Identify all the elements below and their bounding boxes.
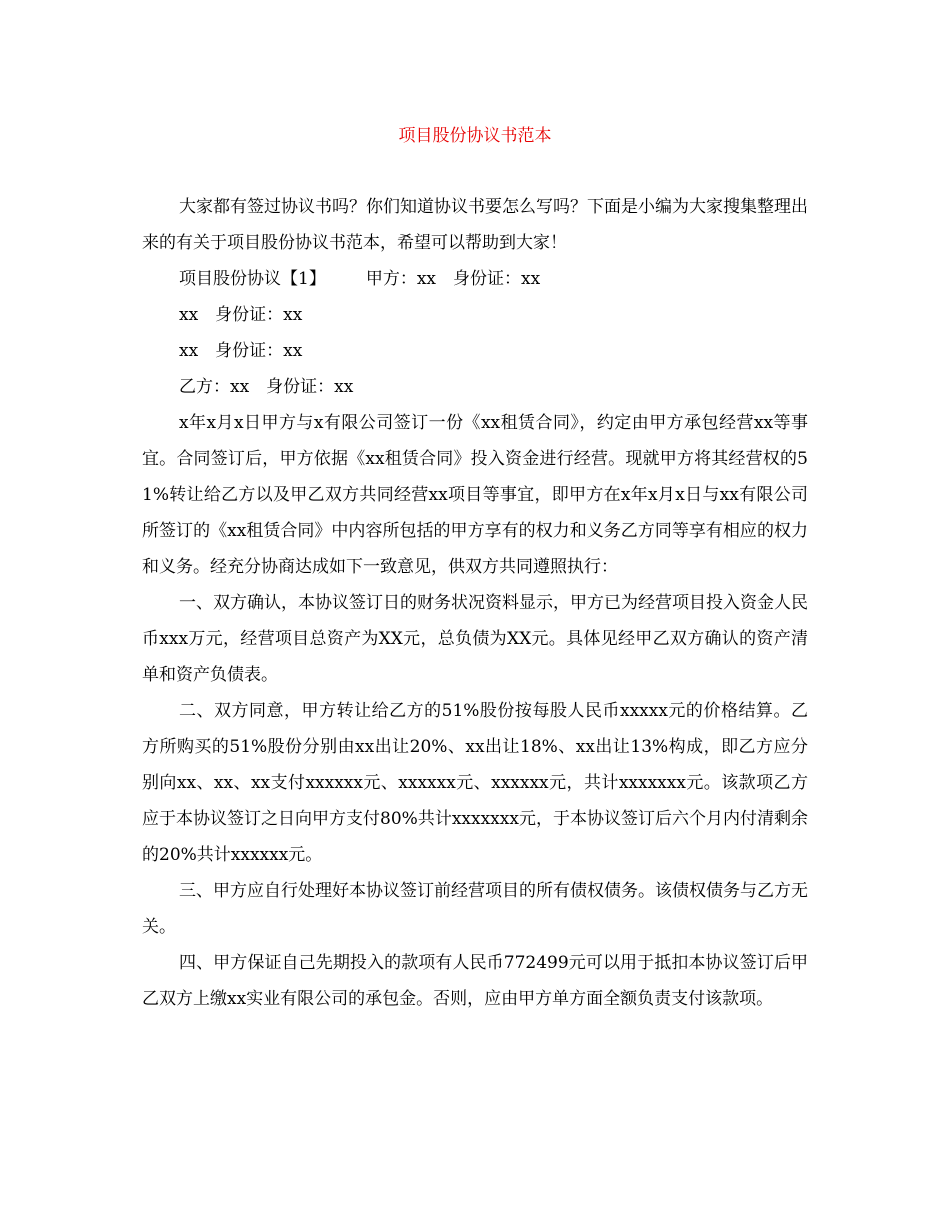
clause-1: 一、双方确认，本协议签订日的财务状况资料显示，甲方已为经营项目投入资金人民币xxx万元，经营项目总资产为XX元，总负债为XX元。具体见经甲乙双方确认的资产清单和资产负债表。 (142, 593, 808, 685)
party-a-line: 甲方：xx 身份证：xx (365, 269, 541, 289)
document-body (142, 189, 808, 1017)
clause-4: 四、甲方保证自己先期投入的款项有人民币772499元可以用于抵扣本协议签订后甲乙双方上缴xx实业有限公司的承包金。否则，应由甲方单方面全额负责支付该款项。 (142, 953, 808, 1009)
party-a-member-2: xx 身份证：xx (179, 305, 303, 325)
section-heading-line (142, 261, 808, 297)
section-heading: 项目股份协议【1】 (179, 269, 326, 289)
intro-paragraph: 大家都有签过协议书吗？你们知道协议书要怎么写吗？下面是小编为大家搜集整理出来的有关于项目股份协议书范本，希望可以帮助到大家！ (142, 197, 808, 253)
clause-3: 三、甲方应自行处理好本协议签订前经营项目的所有债权债务。该债权债务与乙方无关。 (142, 881, 808, 937)
document-title: 项目股份协议书范本 (398, 126, 552, 146)
preamble-paragraph: x年x月x日甲方与x有限公司签订一份《xx租赁合同》，约定由甲方承包经营xx等事宜。合同签订后，甲方依据《xx租赁合同》投入资金进行经营。现就甲方将其经营权的51%转让给乙方以及甲乙双方共同经营xx项目等事宜，即甲方在x年x月x日与xx有限公司所签订的《xx租赁合同》中内容所包括的甲方享有的权力和义务乙方同等享有相应的权力和义务。经充分协商达成如下一致意见，供双方共同遵照执行： (142, 413, 808, 577)
clause-2: 二、双方同意，甲方转让给乙方的51%股份按每股人民币xxxxx元的价格结算。乙方所购买的51%股份分别由xx出让20%、xx出让18%、xx出让13%构成，即乙方应分别向xx、xx、xx支付xxxxxx元、xxxxxx元、xxxxxx元，共计xxxxxxx元。该款项乙方应于本协议签订之日向甲方支付80%共计xxxxxxx元，于本协议签订后六个月内付清剩余的20%共计xxxxxx元。 (142, 701, 808, 865)
party-b-line: 乙方：xx 身份证：xx (179, 377, 354, 397)
party-a-member-3: xx 身份证：xx (179, 341, 303, 361)
